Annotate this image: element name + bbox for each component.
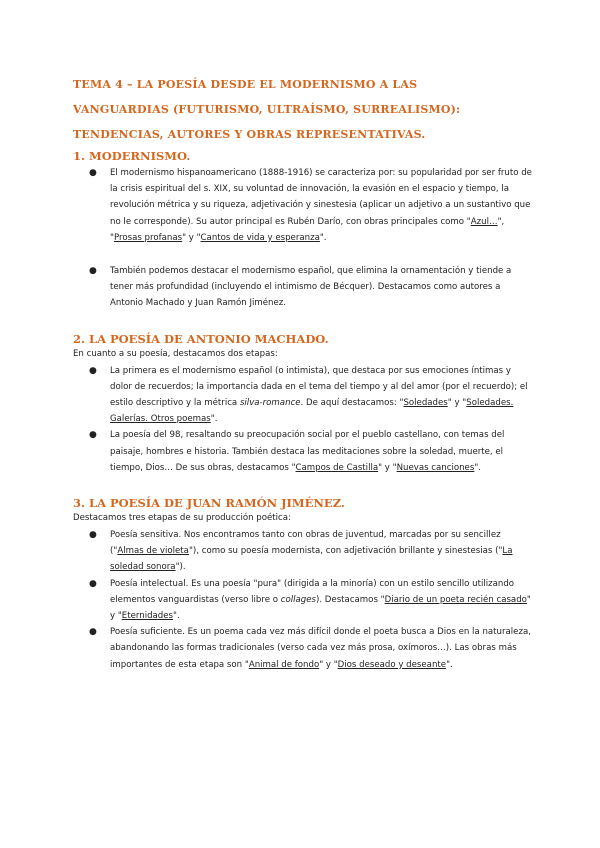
work-link-almas-de-violeta[interactable]: Almas de violeta	[117, 546, 189, 557]
document-title	[73, 72, 533, 147]
bullet-icon: ●	[89, 430, 97, 441]
work-link-la-soledad-sonora[interactable]: La soledad sonora	[110, 546, 513, 573]
list-item: ● También podemos destacar el modernismo español, que elimina la ornamentación y tiende a tener más profundidad (incluyendo el intimismo de Bécquer). Destacamos como autores a Antonio Machado y Juan Ramón Jiménez.	[73, 263, 533, 312]
title-line-1: TEMA 4 – LA POESÍA DESDE EL MODERNISMO A LAS	[73, 78, 418, 91]
list-item: ● Poesía intelectual. Es una poesía "pura" (dirigida a la minoría) con un estilo sencillo utilizando elementos vanguardistas (verso libre o collages). Destacamos "Diario de un poeta recién casado" y "Eternidades".	[73, 576, 533, 625]
section-2-intro: En cuanto a su poesía, destacamos dos etapas:	[73, 348, 278, 359]
list-item: ● La primera es el modernismo español (o intimista), que destaca por sus emociones íntimas y dolor de recuerdos; la importancia dada en el tema del tiempo y al del amor (por el recuerdo); el estilo descriptivo y la métrica silva-romance. De aquí destacamos: "Soledades" y "Soledades. Galerías. Otros poemas".	[73, 363, 533, 428]
section-2-list	[73, 363, 533, 476]
work-link-azul[interactable]: Azul…	[470, 216, 498, 227]
work-link-cantos-de-vida[interactable]: Cantos de vida y esperanza	[200, 232, 320, 243]
section-3-intro: Destacamos tres etapas de su producción poética:	[73, 513, 291, 524]
section-3-heading: 3. LA POESÍA DE JUAN RAMÓN JIMÉNEZ.	[73, 496, 345, 511]
work-link-campos-de-castilla[interactable]: Campos de Castilla	[295, 462, 379, 473]
bullet-icon: ●	[89, 266, 97, 277]
work-link-soledades[interactable]: Soledades	[403, 398, 448, 409]
work-link-soledades-galerias[interactable]: Soledades. Galerías. Otros poemas	[110, 398, 514, 425]
section-2-heading: 2. LA POESÍA DE ANTONIO MACHADO.	[73, 331, 329, 346]
list-item: ● El modernismo hispanoamericano (1888-1916) se caracteriza por: su popularidad por ser fruto de la crisis espiritual del s. XIX, su voluntad de innovación, la evasión en el espacio y tiempo, la revolución métrica y su riqueza, adjetivación y sinestesia (aplicar un adjetivo a un sustantivo que no le corresponde). Su autor principal es Rubén Darío, con obras principales como "Azul…", "Prosas profanas" y "Cantos de vida y esperanza".	[73, 165, 533, 246]
work-link-eternidades[interactable]: Eternidades	[121, 611, 174, 622]
work-link-animal-de-fondo[interactable]: Animal de fondo	[248, 659, 320, 670]
bullet-icon: ●	[89, 627, 97, 638]
section-1-heading: 1. MODERNISMO.	[73, 149, 191, 163]
title-line-3: TENDENCIAS, AUTORES Y OBRAS REPRESENTATIVAS.	[73, 128, 426, 141]
list-item: ● Poesía suficiente. Es un poema cada vez más difícil donde el poeta busca a Dios en la naturaleza, abandonando las formas tradicionales (verso cada vez más prosa, oxímoros…). Las obras más importantes de esta etapa son "Animal de fondo" y "Dios deseado y deseante".	[73, 624, 533, 673]
bullet-icon: ●	[89, 365, 97, 376]
section-1-list	[73, 165, 533, 246]
work-link-nuevas-canciones[interactable]: Nuevas canciones	[396, 462, 475, 473]
bullet-icon: ●	[89, 530, 97, 541]
work-link-diario-de-un-poeta[interactable]: Diario de un poeta recién casado	[384, 594, 527, 605]
list-item: ● Poesía sensitiva. Nos encontramos tanto con obras de juventud, marcadas por su sencillez ("Almas de violeta"), como su poesía modernista, con adjetivación brillante y sinestesias ("La soledad sonora").	[73, 527, 533, 576]
work-link-dios-deseado[interactable]: Dios deseado y deseante	[337, 659, 447, 670]
document-page	[73, 72, 533, 673]
bullet-icon: ●	[89, 578, 97, 589]
bullet-icon: ●	[89, 168, 97, 178]
section-1-list-2	[73, 263, 533, 312]
section-3-list	[73, 527, 533, 673]
title-line-2: VANGUARDIAS (FUTURISMO, ULTRAÍSMO, SURREALISMO):	[73, 103, 461, 116]
list-item: ● La poesía del 98, resaltando su preocupación social por el pueblo castellano, con temas del paisaje, hombres e historia. También destaca las meditaciones sobre la soledad, muerte, el tiempo, Dios… De sus obras, destacamos "Campos de Castilla" y "Nuevas canciones".	[73, 427, 533, 476]
work-link-prosas-profanas[interactable]: Prosas profanas	[113, 232, 183, 243]
